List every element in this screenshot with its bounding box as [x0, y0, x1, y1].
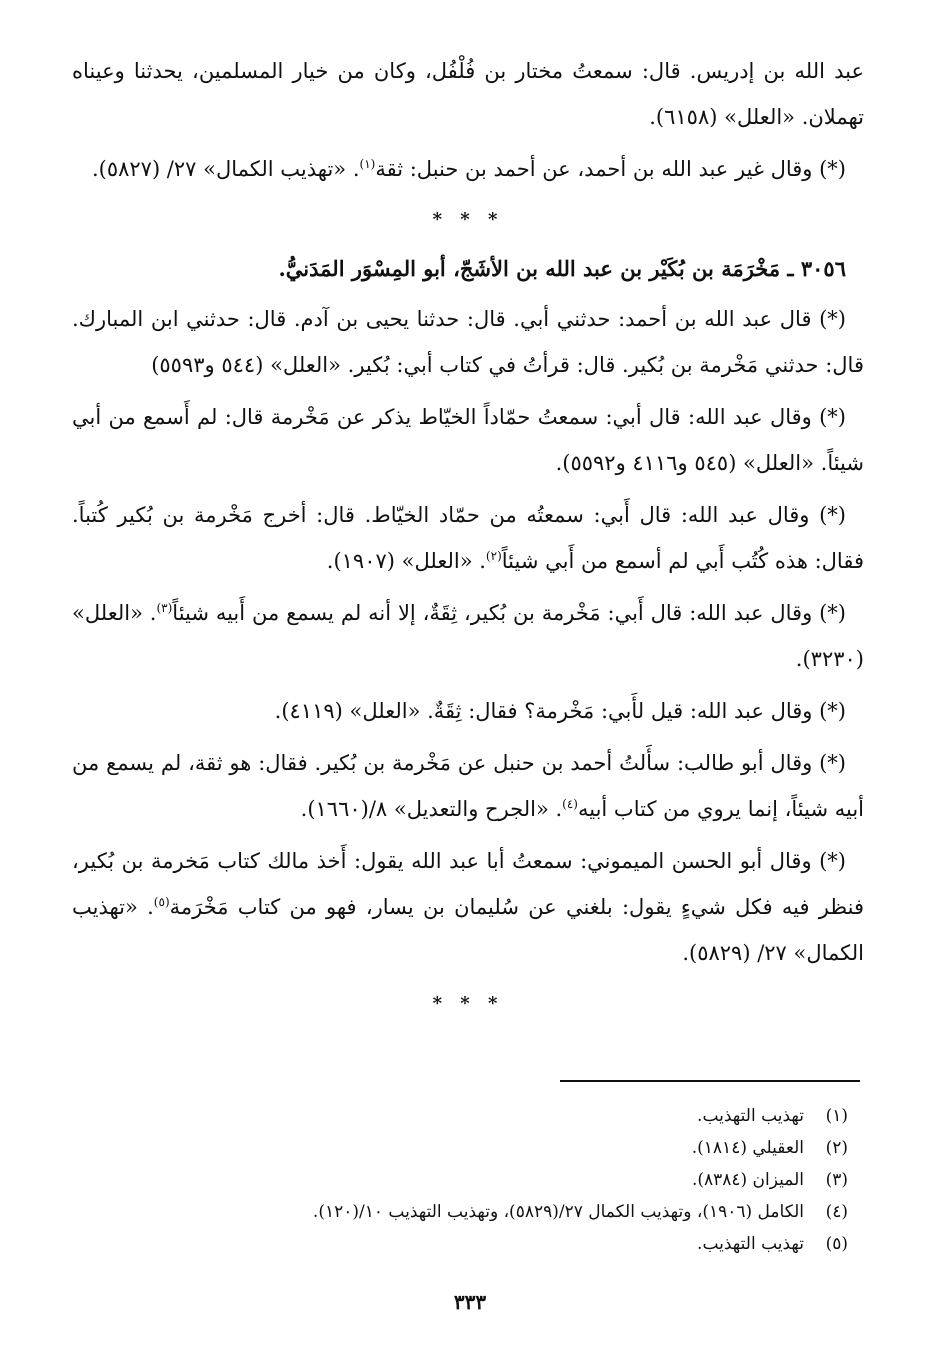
paragraph-source: . «الجرح والتعديل» ٨/(١٦٦٠). — [300, 797, 563, 821]
footnote-divider — [560, 1080, 860, 1082]
footnote-text: الميزان (٨٣٨٤). — [691, 1170, 804, 1190]
footnote-ref-4[interactable]: (٤) — [562, 797, 578, 811]
paragraph-text: (*) وقال أبو الحسن الميموني: سمعتُ أبا عبد الله يقول: أَخذ مالك كتاب مَخرمة بن بُكير، فنظر فيه فكل شيءٍ يقول: بلغني عن سُليمان بن يسار، فهو من كتاب مَخْرَمة — [72, 849, 864, 919]
footnote-text: تهذيب التهذيب. — [697, 1234, 804, 1254]
footnote-item — [88, 1196, 848, 1228]
footnote-item — [88, 1132, 848, 1164]
footnote-number: (٥) — [825, 1234, 848, 1254]
section-separator: * * * — [432, 209, 504, 230]
footnote-number: (١) — [825, 1106, 848, 1126]
footnote-ref-3[interactable]: (٣) — [156, 601, 173, 615]
footnote-ref-1[interactable]: (١) — [359, 157, 376, 171]
paragraph-narration-3 — [72, 492, 864, 584]
page-body — [72, 48, 864, 1030]
paragraph-text: (*) وقال غير عبد الله بن أحمد، عن أحمد بن حنبل: ثقة — [375, 157, 846, 181]
paragraph-continuation: عبد الله بن إدريس. قال: سمعتُ مختار بن فُلْفُل، وكان من خيار المسلمين، يحدثنا وعيناه تهملان. «العلل» (٦١٥٨). — [72, 59, 864, 129]
footnotes — [88, 1100, 848, 1260]
paragraph-narration-6 — [72, 740, 864, 832]
footnote-text: العقيلي (١٨١٤). — [691, 1138, 804, 1158]
paragraph-narration-2: (*) وقال عبد الله: قال أبي: سمعتُ حمّاداً الخيّاط يذكر عن مَخْرمة قال: لم أَسمع من أبي شيئاً. «العلل» (٥٤٥ و٤١١٦ و٥٥٩٢). — [72, 405, 864, 475]
paragraph-narration-7 — [72, 838, 864, 976]
paragraph-source: . «تهذيب الكمال» ٢٧/ (٥٨٢٧). — [91, 157, 360, 181]
paragraph-narration-4 — [72, 590, 864, 682]
page-number: ٣٣٣ — [453, 1290, 487, 1314]
entry-heading: ٣٠٥٦ ـ مَخْرَمَة بن بُكَيْر بن عبد الله بن الأشَجّ، أبو المِسْوَر المَدَنيُّ. — [278, 256, 846, 281]
footnote-item — [88, 1100, 848, 1132]
paragraph-text: (*) وقال عبد الله: قال أَبي: سمعتُه من حمّاد الخيّاط. قال: أخرج مَخْرمة بن بُكير كُتباً. فقال: هذه كُتُب أَبي لم أسمع من أَبي شيئاً — [72, 503, 864, 573]
paragraph-text: (*) وقال أبو طالب: سأَلتُ أحمد بن حنبل عن مَخْرمة بن بُكير. فقال: هو ثقة، لم يسمع من أبيه شيئاً، إنما يروي من كتاب أبيه — [72, 751, 864, 821]
paragraph-note-1 — [72, 146, 864, 192]
footnote-number: (٤) — [825, 1202, 848, 1222]
paragraph-source: . «العلل» (١٩٠٧). — [326, 549, 486, 573]
paragraph-source: . «العلل» (٣٢٣٠). — [72, 601, 864, 671]
paragraph-source: . «تهذيب الكمال» ٢٧/ (٥٨٢٩). — [72, 895, 864, 965]
footnote-text: الكامل (١٩٠٦)، وتهذيب الكمال ٢٧/(٥٨٢٩)، وتهذيب التهذيب ١٠/(١٢٠). — [312, 1202, 804, 1222]
footnote-item — [88, 1228, 848, 1260]
paragraph-text: (*) وقال عبد الله: قال أَبي: مَخْرمة بن بُكير، ثِقَةٌ، إلا أنه لم يسمع من أَبيه شيئاً — [172, 601, 846, 625]
footnote-ref-2[interactable]: (٢) — [485, 549, 502, 563]
section-separator: * * * — [432, 993, 504, 1014]
footnote-ref-5[interactable]: (٥) — [153, 895, 170, 909]
paragraph-narration-5: (*) وقال عبد الله: قيل لأَبي: مَخْرمة؟ فقال: ثِقَةٌ. «العلل» (٤١١٩). — [274, 699, 846, 723]
footnote-number: (٢) — [825, 1138, 848, 1158]
footnote-text: تهذيب التهذيب. — [697, 1106, 804, 1126]
footnote-number: (٣) — [825, 1170, 848, 1190]
paragraph-narration-1: (*) قال عبد الله بن أحمد: حدثني أبي. قال: حدثنا يحيى بن آدم. قال: حدثني ابن المبارك. قال: حدثني مَخْرمة بن بُكير. قال: قرأتُ في كتاب أبي: بُكير. «العلل» (٥٤٤ و٥٥٩٣) — [72, 307, 864, 377]
footnote-item — [88, 1164, 848, 1196]
